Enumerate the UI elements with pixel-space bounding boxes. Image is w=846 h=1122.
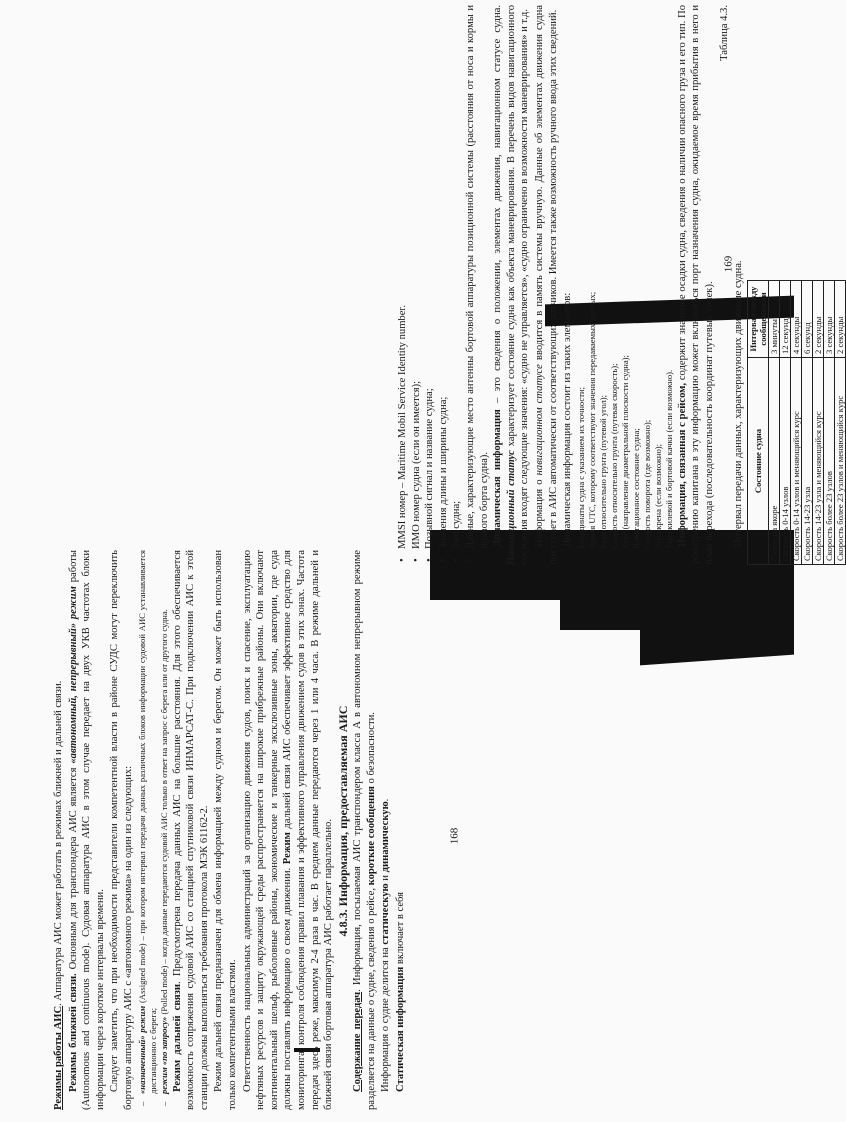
table-row: [823, 281, 834, 565]
list-item: – Скорость поворота (где возможно);: [642, 5, 653, 549]
table-cell: 6 секунд: [801, 281, 812, 358]
table-cell: 3 минуты: [768, 281, 779, 358]
static-info-list: [396, 5, 491, 565]
list-item: [159, 550, 170, 1094]
table-row: [801, 281, 812, 565]
list-item: • Данные, характеризующие место антенны бортовой аппаратуры позиционной системы (расстояния от носа и кормы и правого борта судна).: [464, 5, 491, 549]
list-item: – Время UTC, которому соответствуют значения передаваемых данных;: [587, 5, 598, 549]
autonomous-mode-term: «автономный, непрерывный» режим: [67, 586, 79, 764]
table-row: [834, 281, 845, 565]
table-cell: 2 секунды: [812, 281, 823, 358]
table-cell: 12 секунд: [779, 281, 790, 358]
info-split-and: и: [380, 872, 392, 884]
table-cell: 4 секунды: [790, 281, 801, 358]
list-item: [137, 550, 159, 1094]
list-item: – Координаты судна с указанием их точности;: [576, 5, 587, 549]
content-text-c: о безопасности.: [365, 712, 377, 787]
static-info-lead: Статическая информация: [395, 966, 407, 1092]
voyage-info-text: содержит значение осадки судна, сведения о наличии опасного груза и его тип. По усмотрению капитана в эту информацию может включаться порт назначения судна, ожидаемое время прибытия в него и план перехода (последовательность координат путевых точек).: [676, 5, 715, 565]
page-number-168: 168: [448, 827, 461, 845]
list-item: – Навигационное состояние судна;: [631, 5, 642, 549]
static-term: статическую: [380, 883, 392, 945]
short-range-lead: Режимы ближней связи.: [67, 973, 79, 1092]
paragraph-voyage-info: [676, 5, 717, 565]
paragraph-short-range: [67, 550, 108, 1110]
list-item: • Значения длины и ширины судна;: [437, 5, 451, 549]
section-heading: 4.8.3. Информация, предоставляемая АИС: [335, 705, 350, 937]
paragraph-long-range: [171, 550, 212, 1110]
table-header-row: [747, 281, 768, 565]
long-range-text: . Предусмотрена передача данных АИС на большие расстояния. Для этого обеспечивается возможность сопряжения судовой АИС со станцией спутниковой связи ИНМАРСАТ-С. При подключении АИС к этой станции должны выполняться требования протокола МЭК 61162-2.: [171, 550, 210, 1110]
paragraph-ais-modes: [52, 550, 66, 1110]
info-split-end: .: [380, 798, 392, 802]
ais-modes-text: . Аппаратура АИС может работать в режимах ближней и дальней связи.: [53, 680, 64, 1006]
table-header: Состояние судна: [747, 358, 768, 565]
table-title: Интервал передачи данных, характеризующих движение судна.: [733, 260, 745, 547]
nav-status-term: Навигационный статус: [505, 450, 517, 565]
voyage-info-lead: Информация, связанная с рейсом,: [676, 382, 688, 547]
paragraph-dynamic-elements: Динамическая информация состоит из таких элементов:: [562, 292, 574, 547]
paragraph-dynamic-info: [491, 5, 532, 565]
dynamic-info-lead: Динамическая информация: [492, 409, 504, 547]
static-info-text: включает в себя: [395, 891, 407, 967]
table-cell: Скорость более 23 узлов: [823, 358, 834, 565]
info-split-a: Информация о судне делится на: [380, 944, 392, 1092]
table-cell: 2 секунды: [834, 281, 845, 358]
paragraph-switch-mode: Следует заметить, что при необходимости представители компетентной власти в районе СУДС могут переключить бортовую аппаратуру АИС с «автономного режима» на один из следующих:: [109, 550, 134, 1110]
responsibility-mode-word: Режим: [282, 832, 294, 865]
list-item: – Скорость относительно грунта (путевая скорость);: [609, 5, 620, 549]
table-row: [812, 281, 823, 565]
table-cell: Скорость 0-14 узлов: [779, 358, 790, 565]
table-header: Интервал между сообщениями: [747, 281, 768, 358]
dynamic-elements-list: [576, 5, 675, 565]
list-item: – Угол крена (если возможно);: [653, 5, 664, 549]
page-number-169: 169: [722, 255, 735, 273]
responsibility-text-a: Ответственность национальных администраций за организацию движения судов, поиск и спасение, эксплуатацию нефтяных ресурсов и защиту окружающей среды распространяется на широкие прибрежные районы. Они включают континентальный шельф, рыболовные районы, экономические и танкерные эксклюзивные зоны, акватории, где суда должны поставлять информацию о своем движении.: [241, 550, 294, 1110]
short-range-text-c: работы (Autonomous and continuous mode). Судовая аппаратура АИС в этом случае передает на двух УКВ частотах блоки информации через короткие интервалы времени.: [67, 550, 106, 1110]
content-lead: Содержание передач: [352, 991, 364, 1092]
nav-status-italic: навигационном статусе: [533, 364, 545, 476]
content-short-messages: короткие сообщения: [365, 786, 377, 886]
list-item: – Курс относительно грунта (путевой угол);: [598, 5, 609, 549]
polled-mode-text: (Polled mode) – когда данные передаются судовой АИС только в ответ на запрос с берега или от другого судна.: [158, 609, 169, 1017]
table-row: [790, 281, 801, 565]
responsibility-text-c: дальней связи АИС обеспечивает эффективное средство для мониторинга, контроля соблюдения правил плавания и эффективного управления движением судов в этих зонах. Частота передач здесь реже, максимум 2-4 раза в час. В среднем данные передаются через 1 или 4 часа. В режиме дальней и ближней связи бортовая аппаратура АИС работает параллельно.: [282, 550, 335, 1110]
list-item: • Позывной сигнал и название судна;: [423, 5, 437, 549]
paragraph-responsibility: [241, 550, 336, 1110]
paragraph-nav-status: [533, 5, 560, 565]
content-text-a: . Информация, посылаемая АИС транспондером класса А в автономном непрерывном режиме разделяется на данные о судне, сведения о рейсе,: [352, 550, 377, 1110]
table-cell: Скорость 14-23 узла и меняющийся курс: [812, 358, 823, 565]
list-item: • ИМО номер судна (если он имеется);: [410, 5, 424, 549]
paragraph-long-range-purpose: Режим дальней связи предназначен для обмена информацией между судном и берегом. Он может быть использован только компетентными властями.: [213, 550, 238, 1110]
nav-status-text-a: Информация о: [533, 475, 545, 547]
table-cell: 3 секунды: [823, 281, 834, 358]
list-item: – Курс (направление диаметральной плоскости судна);: [620, 5, 631, 549]
table-cell: Судно на якоре: [768, 358, 779, 565]
ais-modes-lead: Режимы работы АИС: [53, 1005, 64, 1110]
list-item: • Тип судна;: [450, 5, 464, 549]
dynamic-info-text-a: – это сведения о положении, элементах движения, навигационном статусе судна.: [492, 5, 504, 410]
page-169: [396, 5, 845, 565]
scan-spine-band: [560, 600, 794, 630]
page-168: [52, 550, 437, 1110]
table-cell: Скорость более 23 узлов и меняющийся курс: [834, 358, 845, 565]
dynamic-info-text-c: характеризует состояние судна как объекта маневрирования. В перечень видов навигационного состояния входят следующие значения: «судно не управляется», «судно ограничено в возможности маневрирования» и т.д.: [505, 5, 531, 565]
paragraph-static-info: [394, 550, 408, 1110]
assigned-mode-text: (Assigned mode) – при котором интервал передачи данных различных блоков информации судовой АИС устанавливается дистанционно с берега;: [136, 550, 158, 1094]
list-item: • MMSI номер – Maritime Mobil Service Identity number.: [396, 5, 410, 549]
assigned-mode-term: «назначенный» режим: [136, 1005, 147, 1094]
table-row: [768, 281, 779, 565]
polled-mode-term: режим «по запросу»: [158, 1016, 169, 1094]
table-cell: Скорость 14-23 узла: [801, 358, 812, 565]
mode-list: [137, 550, 170, 1110]
paragraph-content: [351, 550, 378, 1110]
nav-status-text-c: вводится в память системы вручную. Данные об элементах движения судна поступает в АИС автоматически от соответствующих датчиков. Имеется также возможность ручного ввода этих сведений.: [533, 5, 559, 565]
list-item: – Угол килевой и бортовой качки (если возможно).: [664, 5, 675, 549]
transmission-interval-table: [747, 280, 846, 565]
short-range-text-a: Основным для транспондера АИС является: [67, 763, 79, 974]
table-row: [779, 281, 790, 565]
paragraph-info-split: [379, 550, 393, 1110]
long-range-lead: Режим дальней связи: [171, 983, 183, 1092]
dynamic-term: динамическую: [380, 801, 392, 873]
table-cell: Скорость 0-14 узлов и меняющийся курс: [790, 358, 801, 565]
table-caption: Таблица 4.3.: [718, 5, 730, 61]
